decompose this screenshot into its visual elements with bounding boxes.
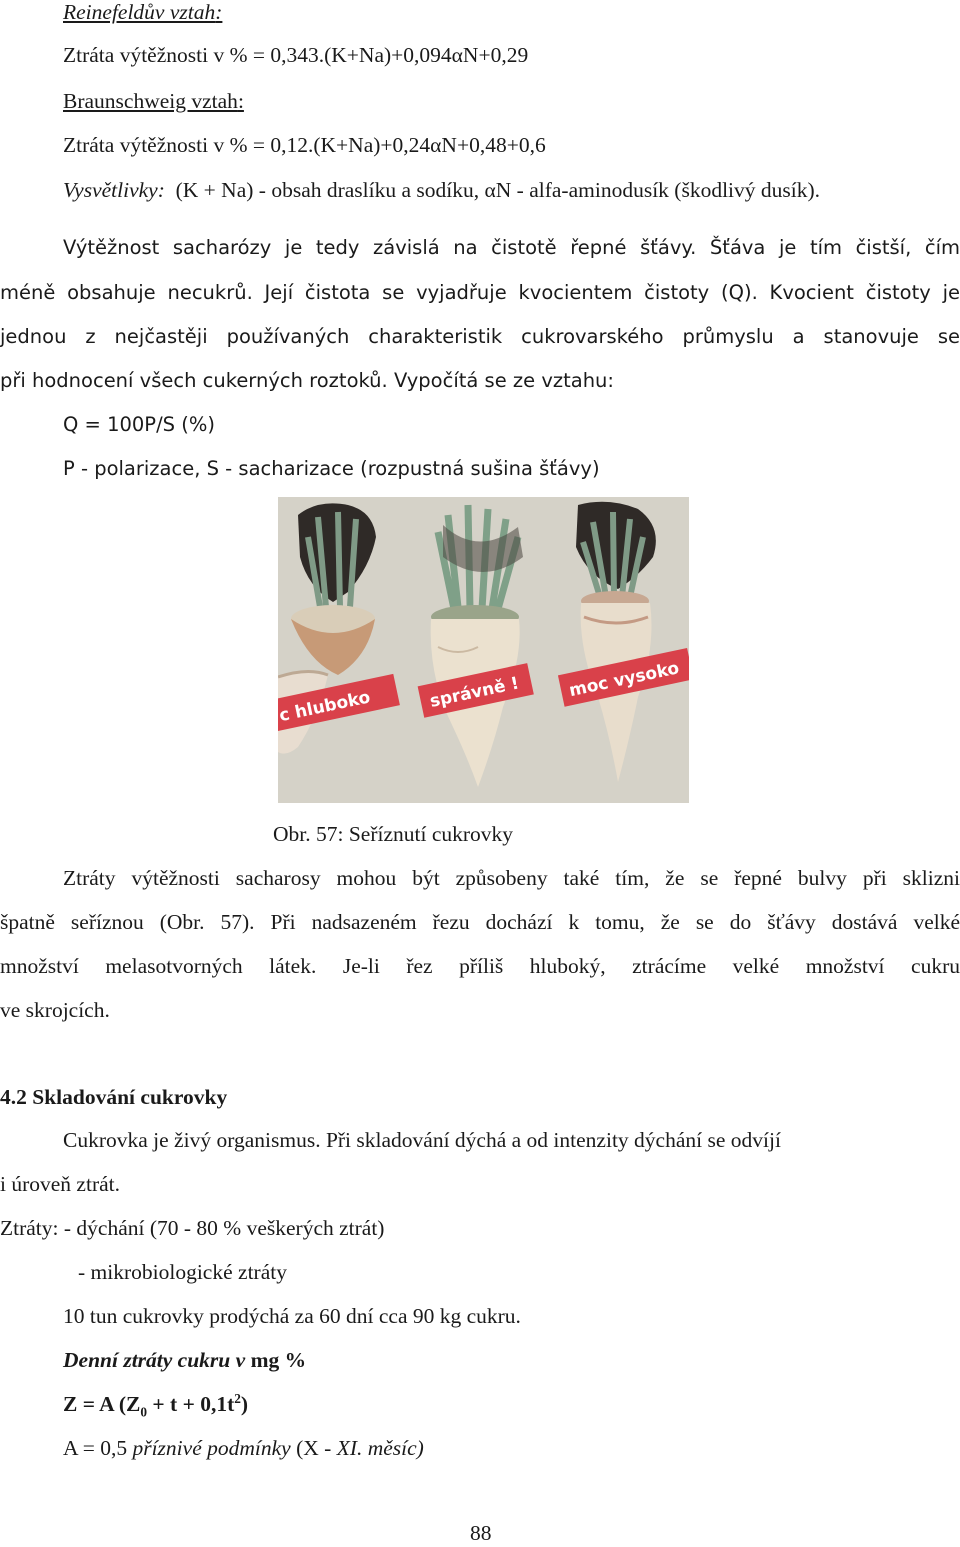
purity-line-1: Výtěžnost sacharózy je tedy závislá na čistotě řepné šťávy. Šťáva je tím čistší, čím [63,236,960,259]
legend-label: Vysvětlivky: [63,178,165,202]
purity-line-3: jednou z nejčastěji používaných charakteristik cukrovarského průmyslu a stanovuje se [0,325,960,348]
losses-line-3: množství melasotvorných látek. Je-li řez příliš hluboký, ztrácíme velké množství cukru [0,954,960,978]
daily-losses-label: Denní ztráty cukru v mg % [63,1348,307,1372]
purity-line-4: při hodnocení všech cukerných roztoků. Vypočítá se ze vztahu: [0,369,614,392]
section-line-2: i úroveň ztrát. [0,1172,120,1196]
beet-cut-figure [278,497,689,803]
svg-text:moc vysoko: moc vysoko [567,658,682,702]
legend-line [63,178,820,204]
braunschweig-label: Braunschweig vztah: [63,89,244,113]
section-heading: 4.2 Skladování cukrovky [0,1085,228,1109]
svg-text:c hluboko: c hluboko [278,687,373,727]
legend-text: (K + Na) - obsah draslíku a sodíku, αN - alfa-aminodusík (škodlivý dusík). [175,178,821,202]
beet-photo [278,497,689,803]
losses-line-2: špatně seříznou (Obr. 57). Při nadsazeném řezu dochází k tomu, že se do šťávy dostává velké [0,910,960,934]
reinefeld-formula: Ztráta výtěžnosti v % = 0,343.(K+Na)+0,094αN+0,29 [63,43,529,67]
a-value-line: A = 0,5 příznivé podmínky (X - XI. měsíc) [63,1436,424,1460]
z-formula: Z = A $(Z_0 + t + 0,1t^2)$ [63,1390,249,1420]
q-formula: Q = 100P/S (%) [63,413,215,436]
losses-breakdown-2: - mikrobiologické ztráty [78,1260,287,1284]
svg-text:správně !: správně ! [428,673,521,712]
section-line-1: Cukrovka je živý organismus. Při skladování dýchá a od intenzity dýchání se odvíjí [63,1128,781,1152]
page-number: 88 [470,1521,492,1545]
braunschweig-formula: Ztráta výtěžnosti v % = 0,12.(K+Na)+0,24αN+0,48+0,6 [63,133,546,157]
losses-line-1: Ztráty výtěžnosti sacharosy mohou být způsobeny také tím, že se řepné bulvy při sklizni [63,866,960,890]
purity-line-2: méně obsahuje necukrů. Její čistota se vyjadřuje kvocientem čistoty (Q). Kvocient čistoty je [0,281,960,304]
figure-caption: Obr. 57: Seříznutí cukrovky [273,822,514,846]
losses-breakdown-1: Ztráty: - dýchání (70 - 80 % veškerých ztrát) [0,1216,385,1240]
q-legend: P - polarizace, S - sacharizace (rozpustná sušina šťávy) [63,457,600,480]
reinefeld-label: Reinefeldův vztah: [63,0,223,24]
losses-line-4: ve skrojcích. [0,998,110,1022]
respiration-example: 10 tun cukrovky prodýchá za 60 dní cca 90 kg cukru. [63,1304,521,1328]
